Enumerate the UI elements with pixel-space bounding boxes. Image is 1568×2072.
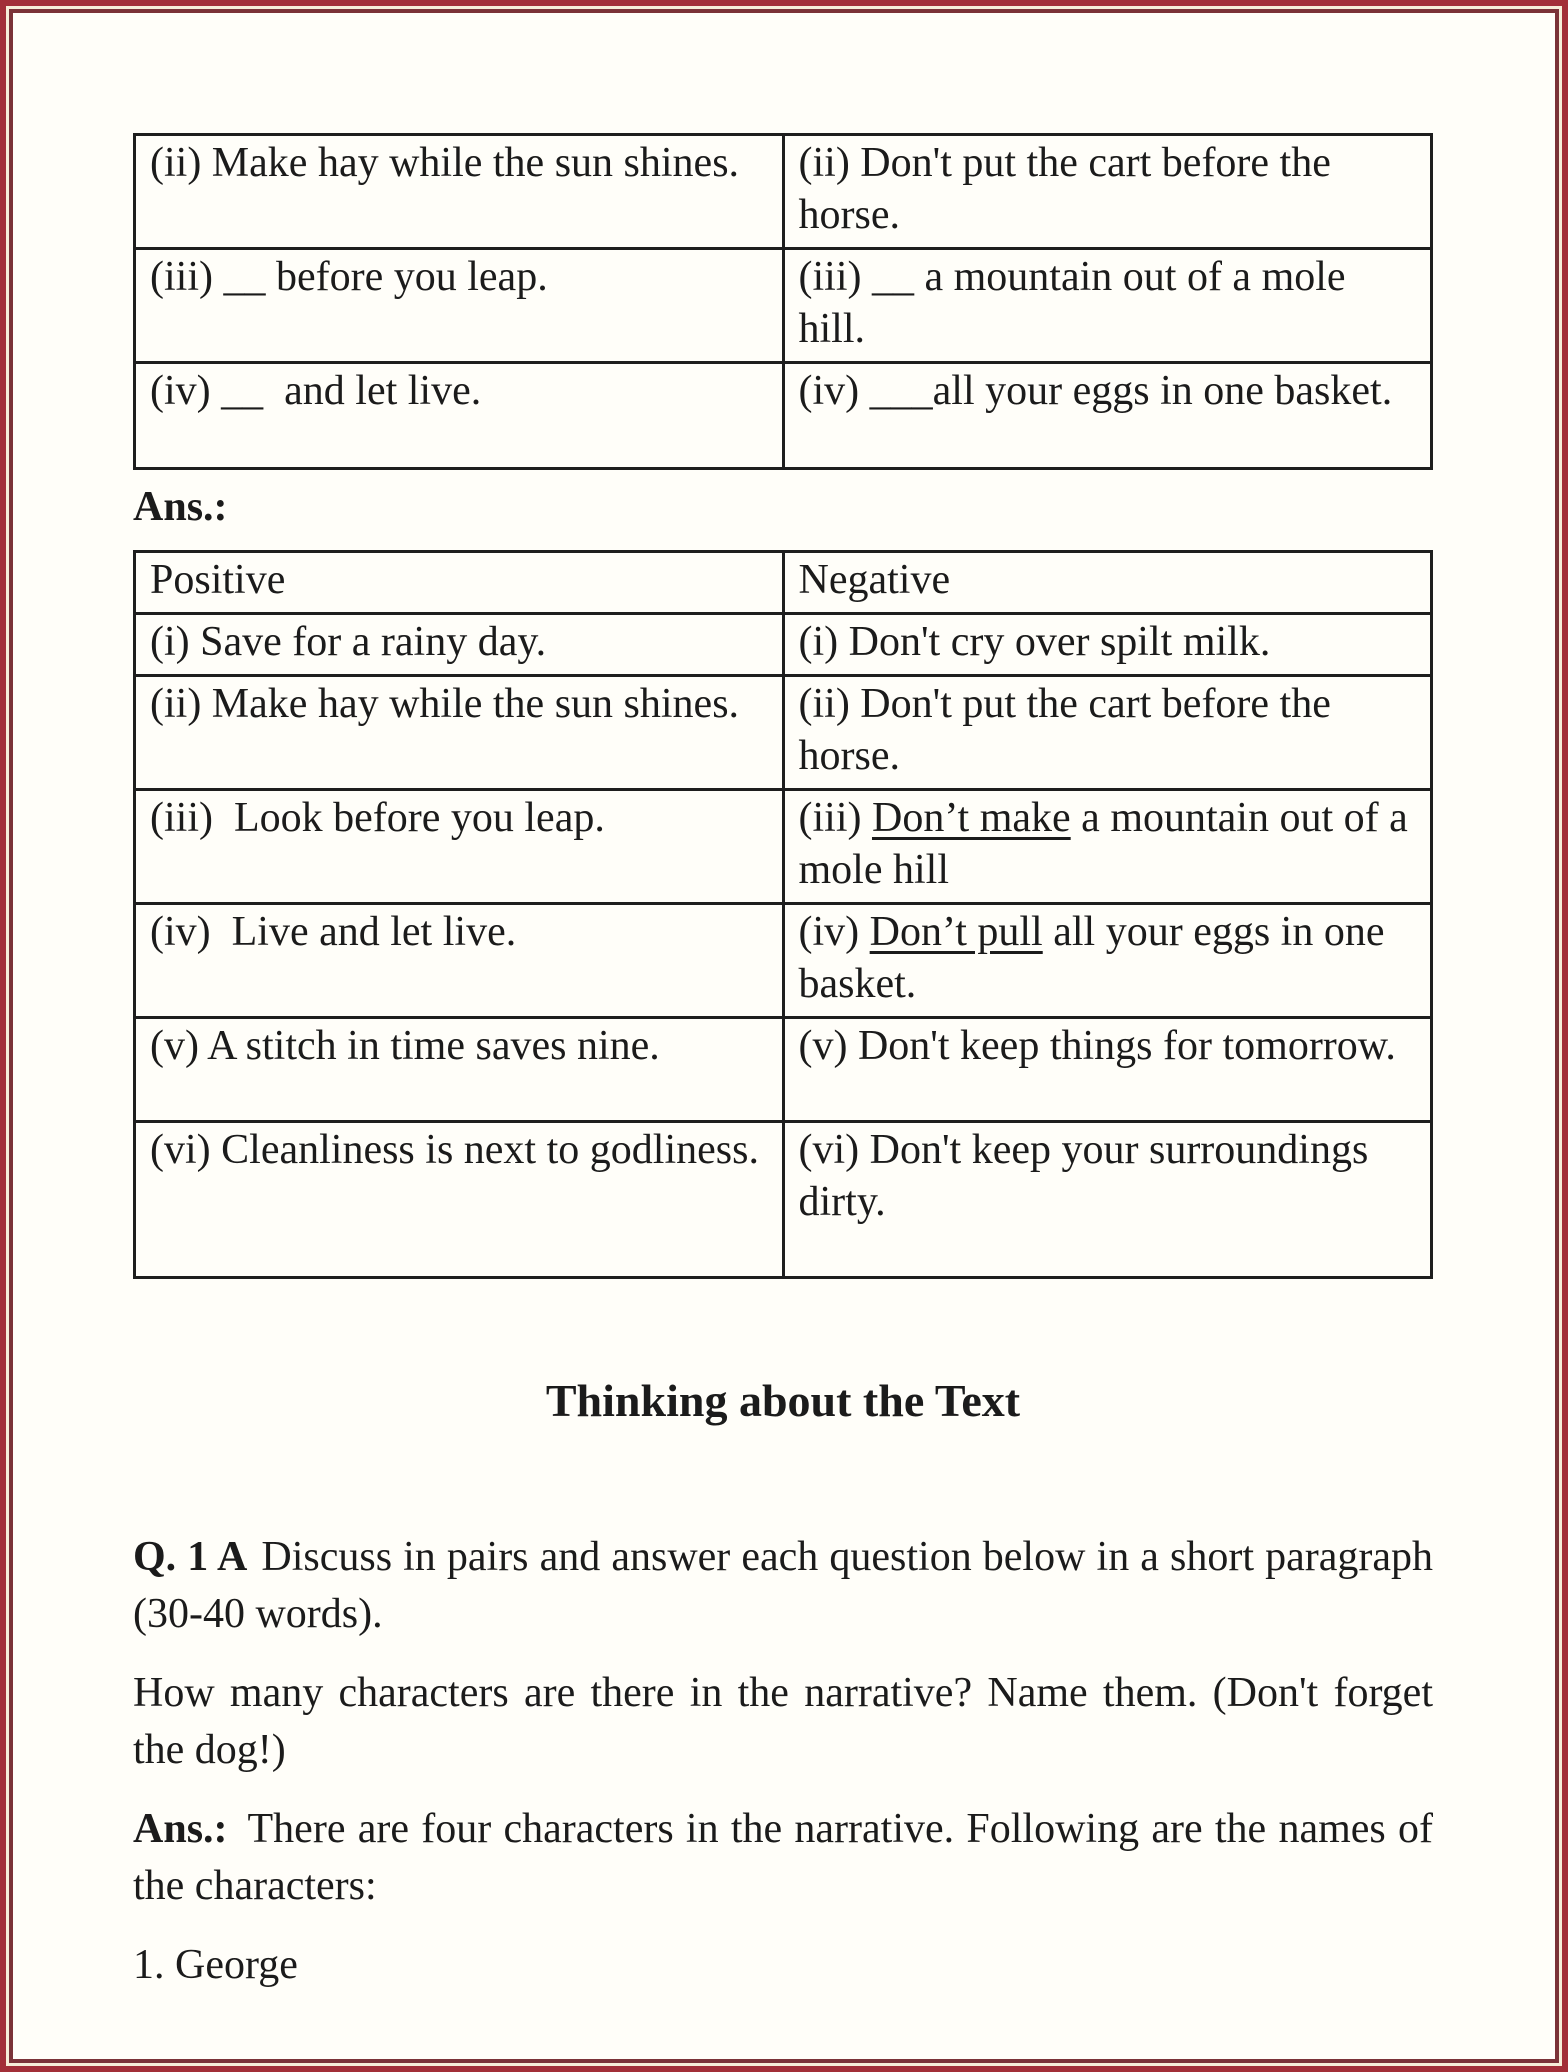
proverbs-answer-table	[133, 550, 1433, 1279]
table-row	[135, 790, 1432, 904]
table-row	[135, 1122, 1432, 1278]
table-cell-right: (iii) __ a mountain out of a mole hill.	[783, 249, 1432, 363]
table-row	[135, 135, 1432, 249]
table-cell-right: (ii) Don't put the cart before the horse.	[783, 676, 1432, 790]
table-cell-left: (iii) __ before you leap.	[135, 249, 784, 363]
table-cell-right: (i) Don't cry over spilt milk.	[783, 614, 1432, 676]
table-cell-left: (v) A stitch in time saves nine.	[135, 1018, 784, 1122]
table-row	[135, 552, 1432, 614]
table-row	[135, 249, 1432, 363]
table-cell-right: (ii) Don't put the cart before the horse.	[783, 135, 1432, 249]
section-heading: Thinking about the Text	[545, 1375, 1021, 1426]
underlined-text: Don’t pull	[869, 909, 1043, 955]
table-cell-left: (iv) Live and let live.	[135, 904, 784, 1018]
table-cell-left: (ii) Make hay while the sun shines.	[135, 676, 784, 790]
table-cell-left: (iii) Look before you leap.	[135, 790, 784, 904]
table-cell-left: (vi) Cleanliness is next to godliness.	[135, 1122, 784, 1278]
table-cell-right: (v) Don't keep things for tomorrow.	[783, 1018, 1432, 1122]
answer-paragraph	[133, 1801, 1433, 1915]
cell-text: all your eggs in one basket.	[798, 909, 1385, 1007]
underlined-text: Don’t make	[871, 795, 1071, 841]
table-cell-left: (iv) __ and let live.	[135, 363, 784, 469]
proverbs-answer-table-body	[135, 552, 1432, 1278]
table-cell-right	[783, 904, 1432, 1018]
question-number-label: Q. 1 A	[133, 1534, 248, 1580]
proverbs-question-table-body	[135, 135, 1432, 469]
table-cell-right: Negative	[783, 552, 1432, 614]
table-row	[135, 904, 1432, 1018]
table-cell-left: Positive	[135, 552, 784, 614]
table-row	[135, 363, 1432, 469]
table-cell-right: (iv) ___all your eggs in one basket.	[783, 363, 1432, 469]
proverbs-question-table	[133, 133, 1433, 470]
cell-text: (iv)	[798, 909, 870, 955]
answer-text: There are four characters in the narrative. Following are the names of the characters:	[133, 1806, 1433, 1909]
table-row	[135, 614, 1432, 676]
table-cell-left: (ii) Make hay while the sun shines.	[135, 135, 784, 249]
cell-text: a mountain out of a mole hill	[798, 795, 1408, 893]
table-cell-right	[783, 790, 1432, 904]
page-frame	[9, 9, 1559, 2063]
answer-label-2: Ans.:	[133, 1806, 228, 1852]
answer-label-1: Ans.:	[133, 484, 228, 530]
question-text-paragraph: How many characters are there in the narrative? Name them. (Don't forget the dog!)	[133, 1670, 1433, 1773]
character-list-item-1: 1. George	[133, 1942, 298, 1988]
table-cell-right: (vi) Don't keep your surroundings dirty.	[783, 1122, 1432, 1278]
table-row	[135, 1018, 1432, 1122]
table-row	[135, 676, 1432, 790]
question-1a-paragraph	[133, 1529, 1433, 1643]
question-1a-text: Discuss in pairs and answer each question below in a short paragraph (30-40 words).	[133, 1534, 1433, 1637]
table-cell-left: (i) Save for a rainy day.	[135, 614, 784, 676]
page-content	[133, 13, 1433, 1994]
cell-text: (iii)	[798, 795, 872, 841]
